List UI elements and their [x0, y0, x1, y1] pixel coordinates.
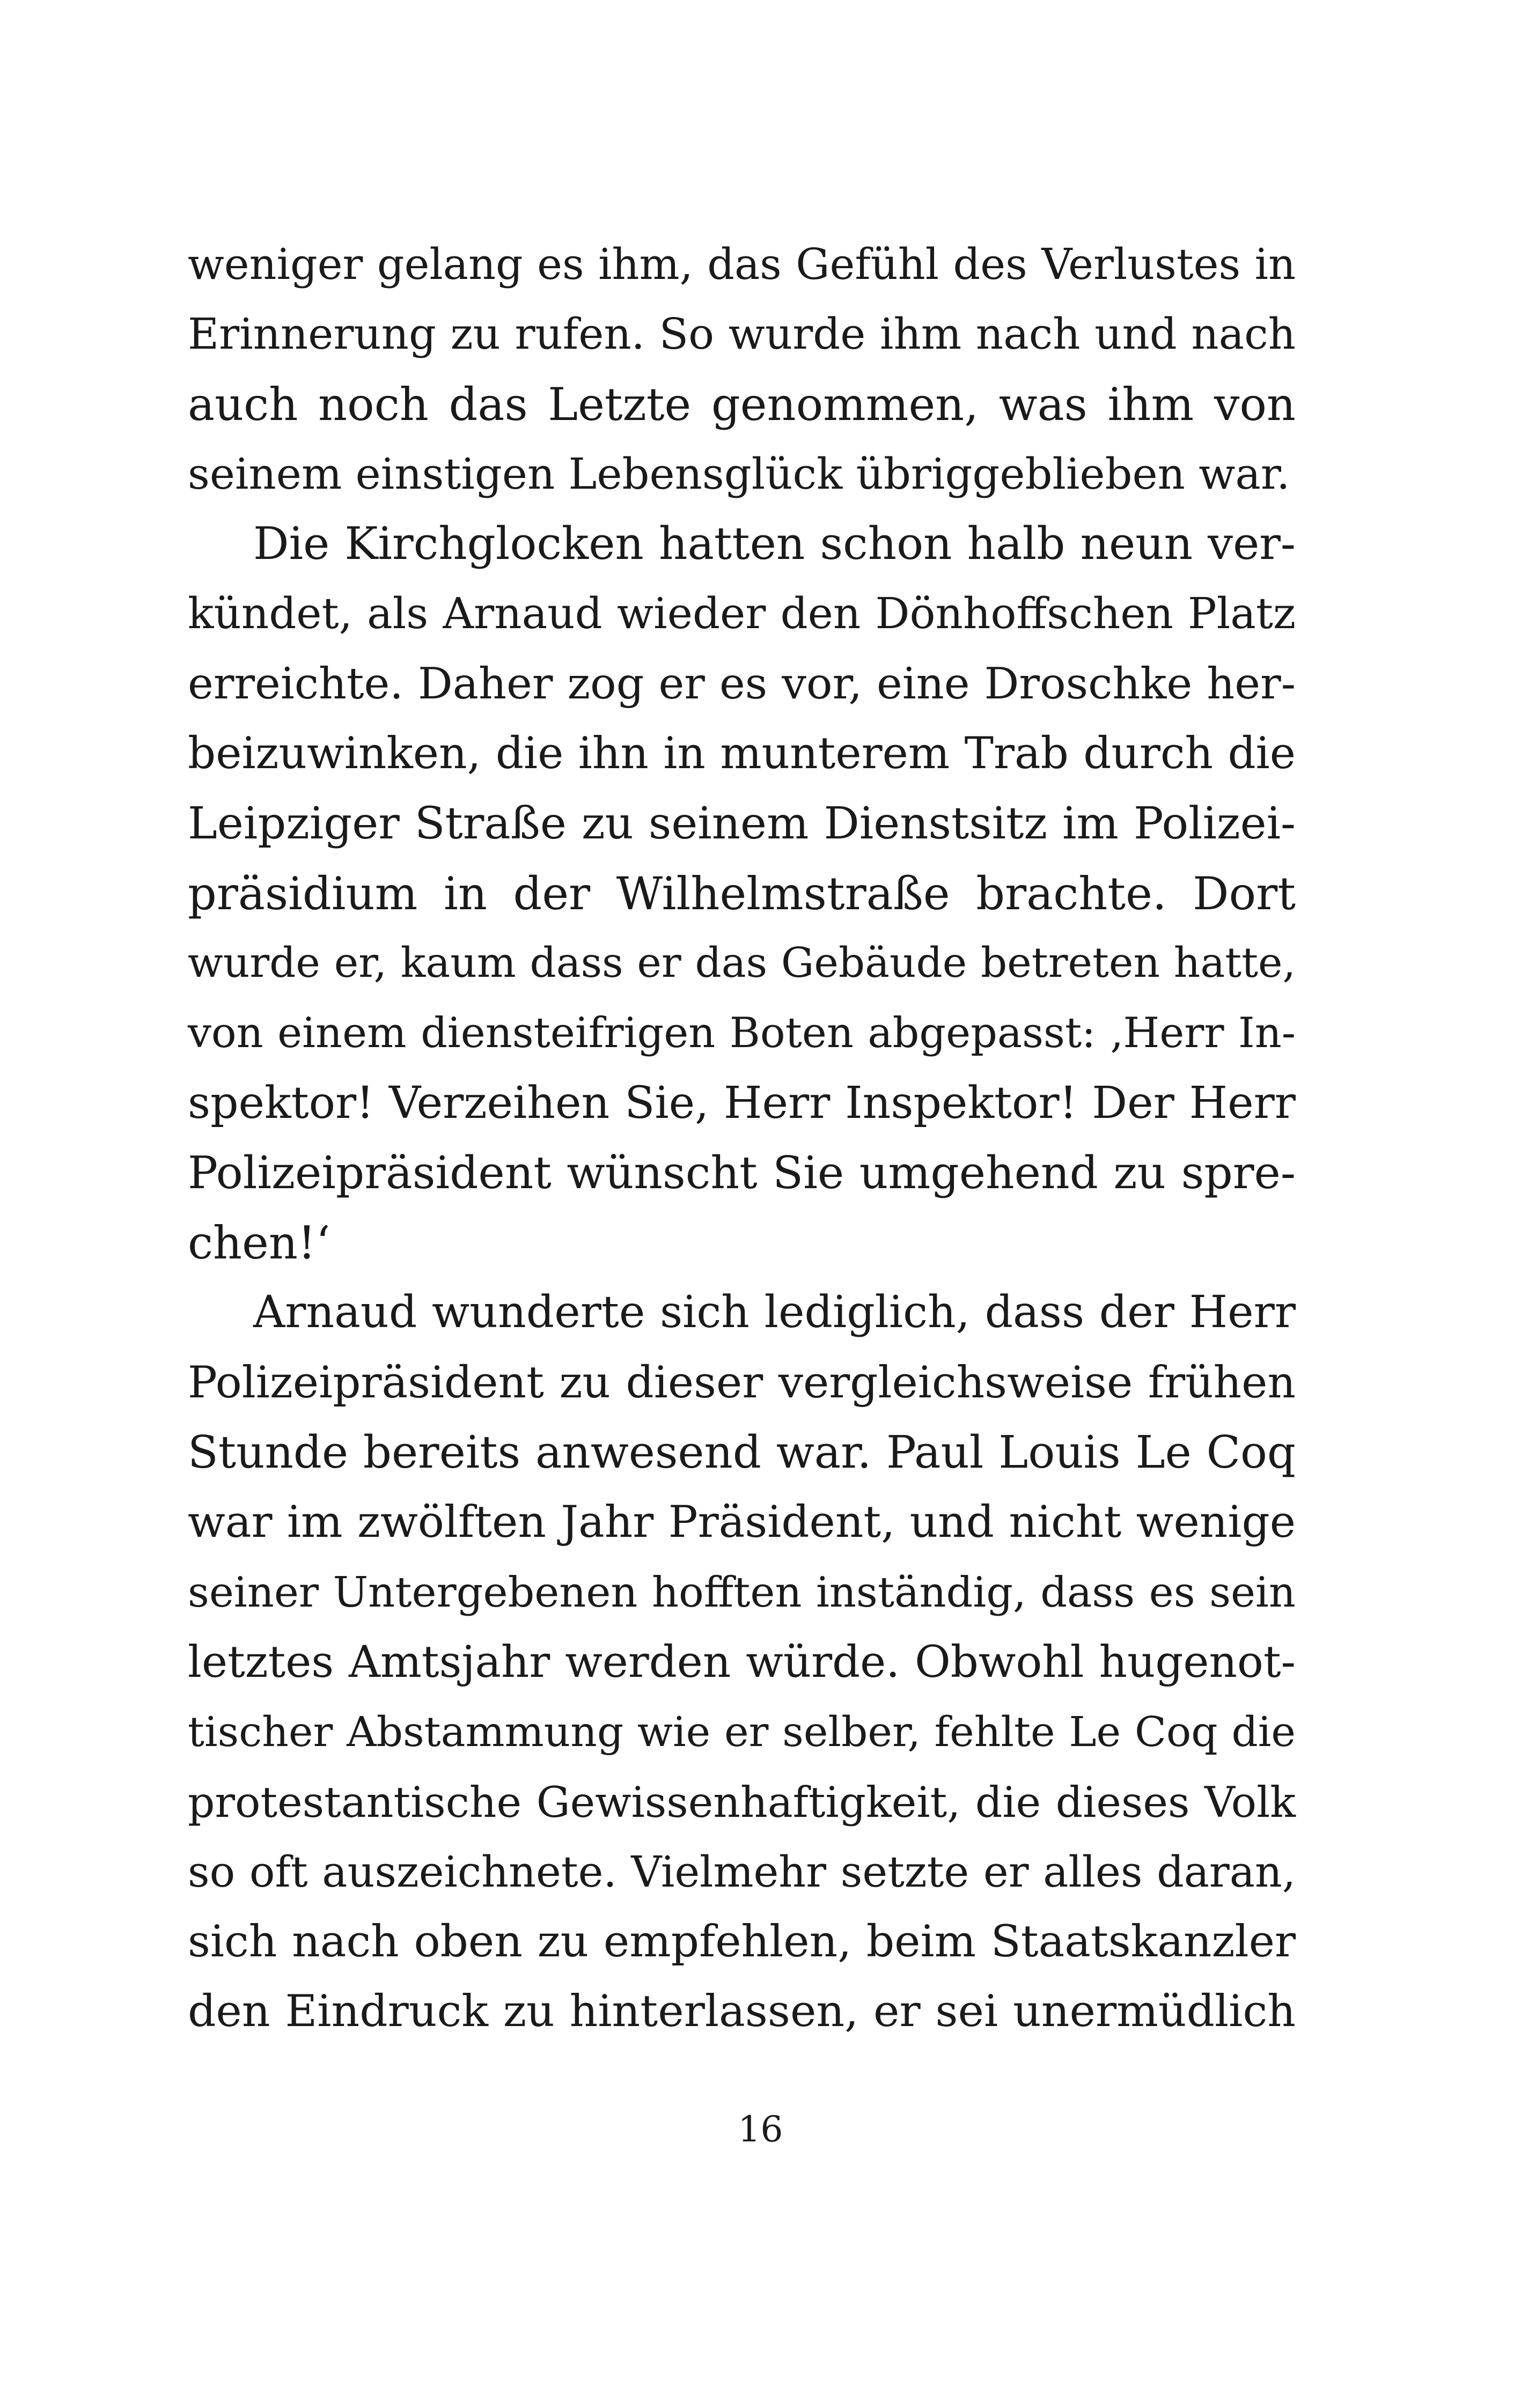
text-line: wurde er, kaum dass er das Gebäude betreten hatte, — [188, 939, 1296, 987]
text-line: war im zwölften Jahr Präsident, und nicht wenige — [188, 1497, 1296, 1548]
text-line: Die Kirchglocken hatten schon halb neun ver- — [253, 518, 1296, 570]
text-line: seinem einstigen Lebensglück übriggeblieben war. — [188, 448, 1290, 499]
text-line: auch noch das Letzte genommen, was ihm von — [188, 378, 1296, 431]
text-line: beizuwinken, die ihn in munterem Trab durch die — [188, 728, 1296, 779]
text-line: tischer Abstammung wie er selber, fehlte Le Coq die — [188, 1708, 1296, 1757]
text-line: Polizeipräsident zu dieser vergleichsweise frühen — [188, 1357, 1296, 1408]
page-number: 16 — [738, 2109, 783, 2150]
text-line: Erinnerung zu rufen. So wurde ihm nach und nach — [188, 309, 1296, 359]
text-line: weniger gelang es ihm, das Gefühl des Verlustes in — [188, 239, 1296, 289]
text-line: sich nach oben zu empfehlen, beim Staatskanzler — [188, 1916, 1296, 1968]
text-line: protestantische Gewissenhaftigkeit, die dieses Volk — [188, 1777, 1296, 1827]
text-line: seiner Untergebenen hofften inständig, dass es sein — [188, 1568, 1296, 1617]
text-line: Polizeipräsident wünscht Sie umgehend zu spre- — [188, 1146, 1296, 1199]
body-text — [188, 230, 1296, 2047]
text-line: präsidium in der Wilhelmstraße brachte. Dort — [188, 867, 1296, 920]
text-line: Leipziger Straße zu seinem Dienstsitz im Polizei- — [188, 797, 1296, 850]
text-line: so oft auszeichnete. Vielmehr setzte er alles daran, — [188, 1847, 1296, 1897]
text-line: Stunde bereits anwesend war. Paul Louis Le Coq — [188, 1426, 1296, 1479]
text-line: letztes Amtsjahr werden würde. Obwohl hugenot- — [188, 1637, 1296, 1688]
text-line: erreichte. Daher zog er es vor, eine Droschke her- — [188, 658, 1296, 709]
text-line: spektor! Verzeihen Sie, Herr Inspektor! Der Herr — [188, 1077, 1296, 1129]
text-line: kündet, als Arnaud wieder den Dönhoffschen Platz — [188, 588, 1296, 639]
text-line: von einem diensteifrigen Boten abgepasst: ‚Herr In- — [188, 1009, 1296, 1058]
text-line: den Eindruck zu hinterlassen, er sei unermüdlich — [188, 1986, 1296, 2037]
text-line: chen!‘ — [188, 1217, 330, 1270]
text-line: Arnaud wunderte sich lediglich, dass der Herr — [253, 1287, 1296, 1338]
